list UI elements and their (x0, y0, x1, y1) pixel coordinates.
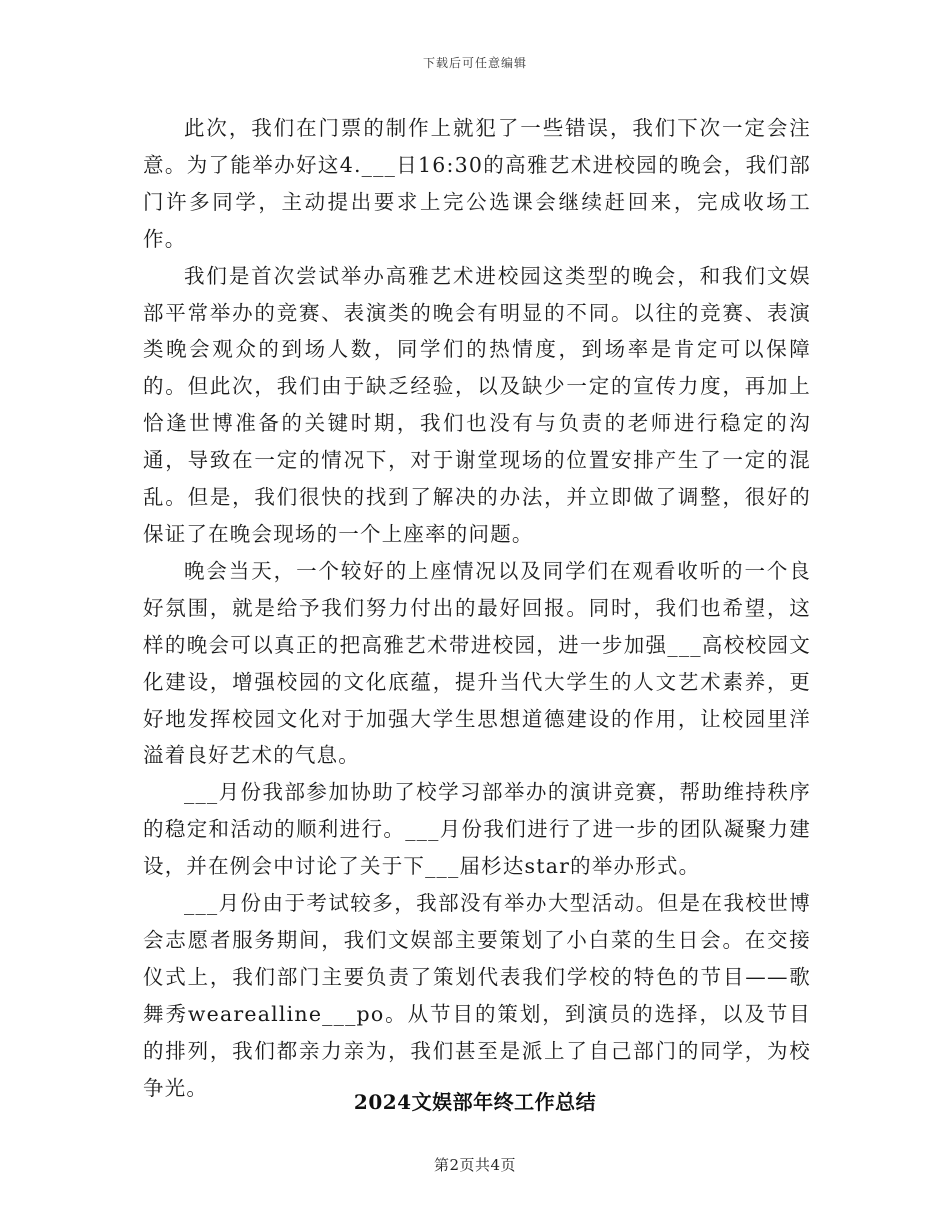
document-body (143, 110, 811, 1106)
paragraph-5: ___月份由于考试较多，我部没有举办大型活动。但是在我校世博会志愿者服务期间，我们文娱部主要策划了小白菜的生日会。在交接仪式上，我们部门主要负责了策划代表我们学校的特色的节目——歌舞秀wearealline___po。从节目的策划，到演员的选择，以及节目的排列，我们都亲力亲为，我们甚至是派上了自己部门的同学，为校争光。 (143, 891, 811, 1100)
header-note: 下载后可任意编辑 (422, 56, 527, 70)
page-footer: 第2页共4页 (433, 1156, 517, 1174)
paragraph-4: ___月份我部参加协助了校学习部举办的演讲竞赛，帮助维持秩序的稳定和活动的顺利进行。___月份我们进行了进一步的团队凝聚力建设，并在例会中讨论了关于下___届杉达star的举办形式。 (143, 780, 811, 879)
paragraph-3: 晚会当天，一个较好的上座情况以及同学们在观看收听的一个良好氛围，就是给予我们努力付出的最好回报。同时，我们也希望，这样的晚会可以真正的把高雅艺术带进校园，进一步加强___高校校园文化建设，增强校园的文化底蕴，提升当代大学生的人文艺术素养，更好地发挥校园文化对于加强大学生思想道德建设的作用，让校园里洋溢着良好艺术的气息。 (143, 558, 811, 768)
paragraph-2: 我们是首次尝试举办高雅艺术进校园这类型的晚会，和我们文娱部平常举办的竞赛、表演类的晚会有明显的不同。以往的竞赛、表演类晚会观众的到场人数，同学们的热情度，到场率是肯定可以保障的。但此次，我们由于缺乏经验，以及缺少一定的宣传力度，再加上恰逢世博准备的关键时期，我们也没有与负责的老师进行稳定的沟通，导致在一定的情况下，对于谢堂现场的位置安排产生了一定的混乱。但是，我们很快的找到了解决的办法，并立即做了调整，很好的保证了在晚会现场的一个上座率的问题。 (143, 263, 811, 546)
paragraph-1: 此次，我们在门票的制作上就犯了一些错误，我们下次一定会注意。为了能举办好这4.___日16:30的高雅艺术进校园的晚会，我们部门许多同学，主动提出要求上完公选课会继续赶回来，完成收场工作。 (143, 116, 811, 251)
document-title: 2024文娱部年终工作总结 (353, 1090, 597, 1114)
